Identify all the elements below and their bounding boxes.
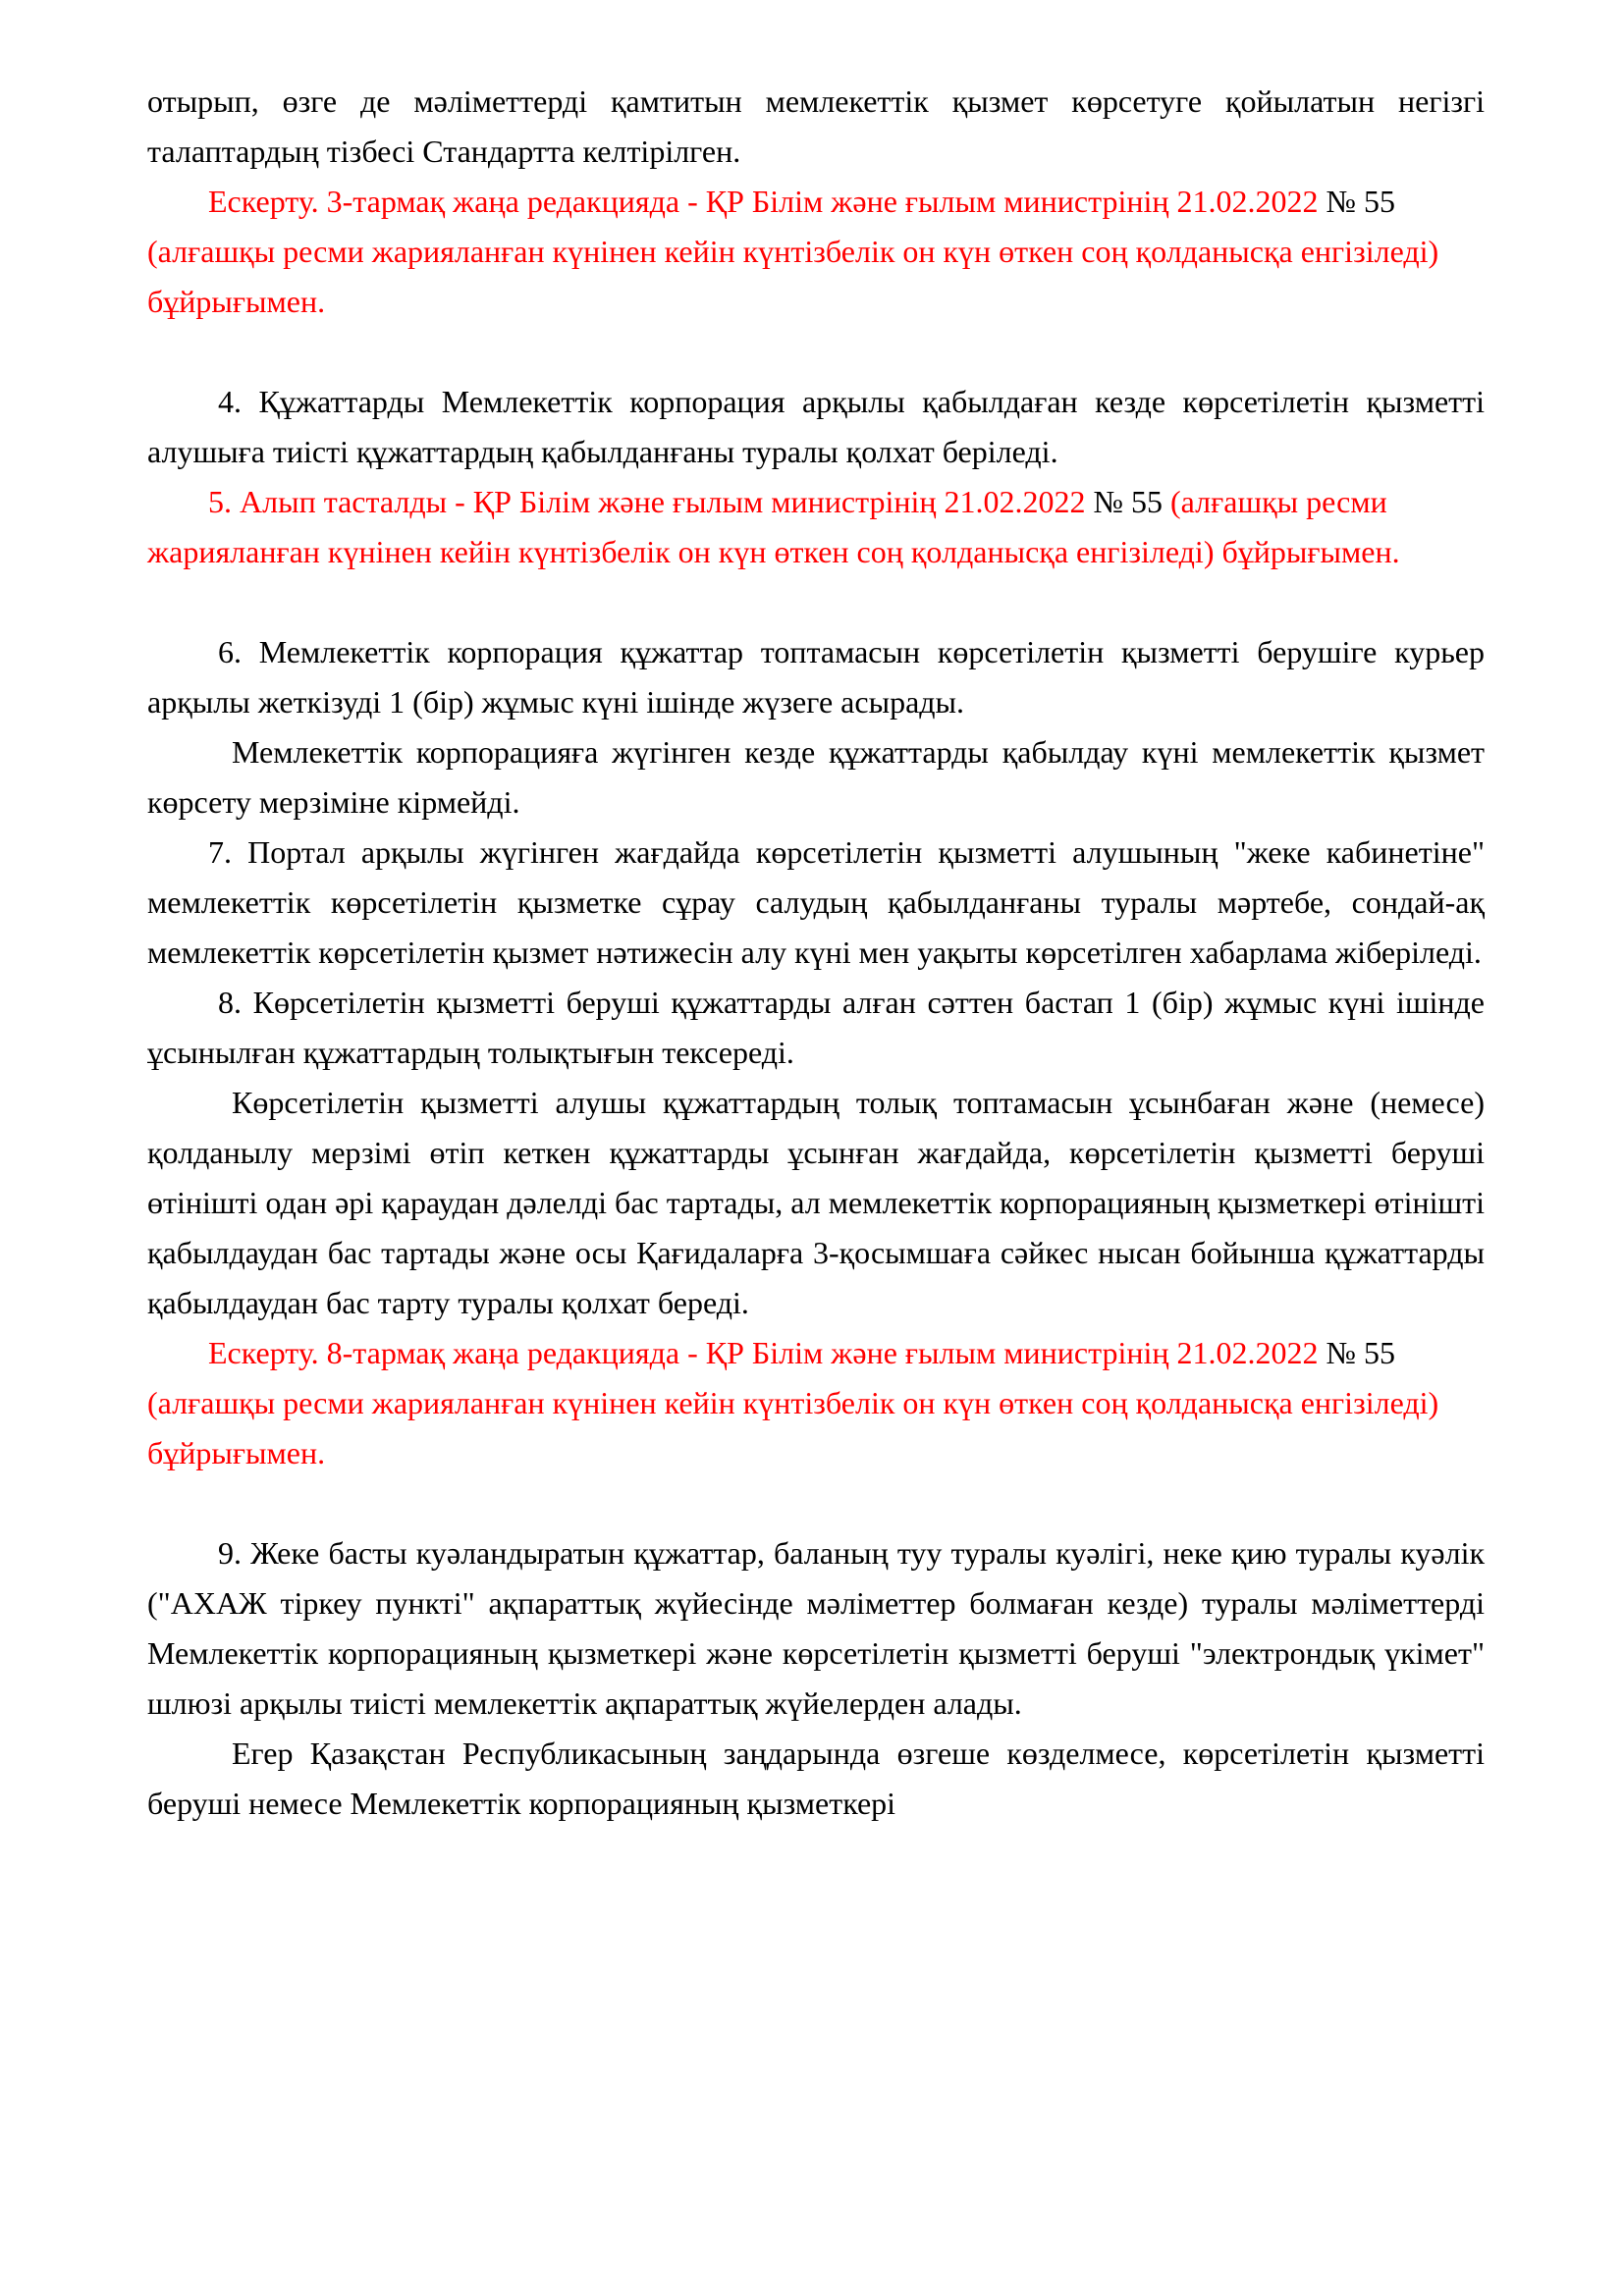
paragraph-8: 8. Көрсетілетін қызметті беруші құжаттарды алған сәттен бастап 1 (бір) жұмыс күні ішінде ұсынылған құжаттардың толықтығын тексереді. (147, 985, 1485, 1070)
paragraph-9b: Егер Қазақстан Республикасының заңдарында өзгеше көзделмесе, көрсетілетін қызметті беруші немесе Мемлекеттік корпорацияның қызметкері (147, 1735, 1485, 1821)
order-number-link[interactable]: № 55 (1326, 184, 1395, 219)
amendment-note-3 (147, 177, 1485, 327)
paragraph-intro: отырып, өзге де мәліметтерді қамтитын мемлекеттік қызмет көрсетуге қойылатын негізгі талаптардың тізбесі Стандартта келтірілген. (147, 83, 1485, 169)
note-text: (алғашқы ресми жарияланған күнінен кейін күнтізбелік он күн өткен соң қолданысқа енгізіледі) бұйрығымен. (147, 234, 1439, 319)
paragraph-6: 6. Мемлекеттік корпорация құжаттар топтамасын көрсетілетін қызметті берушіге курьер арқылы жеткізуді 1 (бір) жұмыс күні ішінде жүзеге асырады. (147, 634, 1485, 720)
note-text: (алғашқы ресми жарияланған күнінен кейін күнтізбелік он күн өткен соң қолданысқа енгізіледі) бұйрығымен. (147, 1385, 1439, 1470)
spacer (147, 577, 1485, 627)
note-text: 5. Алып тасталды - ҚР Білім және ғылым министрінің 21.02.2022 (208, 484, 1094, 519)
paragraph-8b: Көрсетілетін қызметті алушы құжаттардың толық топтамасын ұсынбаған және (немесе) қолданылу мерзімі өтіп кеткен құжаттарды ұсынған жағдайда, көрсетілетін қызметті беруші өтінішті одан әрі қараудан дәлелді бас тартады, ал мемлекеттік корпорацияның қызметкері өтінішті қабылдаудан бас тартады және осы Қағидаларға 3-қосымшаға сәйкес нысан бойынша құжаттарды қабылдаудан бас тарту туралы қолхат береді. (147, 1085, 1485, 1320)
spacer (147, 1478, 1485, 1528)
amendment-note-8 (147, 1328, 1485, 1478)
amendment-note-5 (147, 477, 1485, 577)
paragraph-4: 4. Құжаттарды Мемлекеттік корпорация арқылы қабылдаған кезде көрсетілетін қызметті алушыға тиісті құжаттардың қабылданғаны туралы қолхат беріледі. (147, 384, 1485, 469)
spacer (147, 327, 1485, 377)
paragraph-9: 9. Жеке басты куәландыратын құжаттар, баланың туу туралы куәлігі, неке қию туралы куәлік ("АХАЖ тіркеу пункті" ақпараттық жүйесінде мәліметтер болмаған кезде) туралы мәліметтерді Мемлекеттік корпорацияның қызметкері және көрсетілетін қызметті беруші "электрондық үкімет" шлюзі арқылы тиісті мемлекеттік ақпараттық жүйелерден алады. (147, 1535, 1485, 1721)
note-text: Ескерту. 8-тармақ жаңа редакцияда - ҚР Білім және ғылым министрінің 21.02.2022 (208, 1335, 1326, 1370)
paragraph-6b: Мемлекеттік корпорацияға жүгінген кезде құжаттарды қабылдау күні мемлекеттік қызмет көрсету мерзіміне кірмейді. (147, 734, 1485, 820)
note-text: Ескерту. 3-тармақ жаңа редакцияда - ҚР Білім және ғылым министрінің 21.02.2022 (208, 184, 1326, 219)
paragraph-7: 7. Портал арқылы жүгінген жағдайда көрсетілетін қызметті алушының "жеке кабинетіне" мемлекеттік көрсетілетін қызметке сұрау салудың қабылданғаны туралы мәртебе, сондай-ақ мемлекеттік көрсетілетін қызмет нәтижесін алу күні мен уақыты көрсетілген хабарлама жіберіледі. (147, 834, 1485, 970)
note-text: (алғашқы ресми жарияланған күнінен кейін күнтізбелік он күн өткен соң қолданысқа енгізіледі) бұйрығымен. (147, 484, 1400, 569)
document-page (147, 77, 1485, 1829)
order-number-link[interactable]: № 55 (1326, 1335, 1395, 1370)
order-number-link[interactable]: № 55 (1093, 484, 1164, 519)
